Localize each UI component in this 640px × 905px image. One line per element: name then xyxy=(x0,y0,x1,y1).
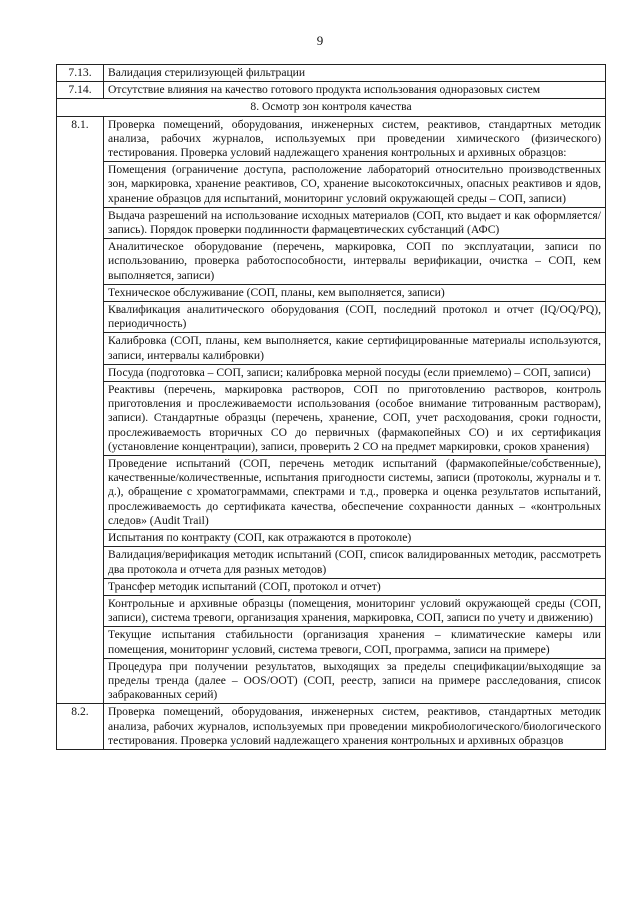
table-row xyxy=(57,239,606,285)
row-text: Трансфер методик испытаний (СОП, протокол и отчет) xyxy=(104,578,606,595)
row-text: Отсутствие влияния на качество готового продукта использования одноразовых систем xyxy=(104,82,606,99)
row-text: Техническое обслуживание (СОП, планы, кем выполняется, записи) xyxy=(104,284,606,301)
row-text: Проверка помещений, оборудования, инженерных систем, реактивов, стандартных методик анализа, рабочих журналов, используемых при проведении химического (физического) тестирования. Проверка условий надлежащего хранения контрольных и архивных образцов: xyxy=(104,116,606,162)
table-row xyxy=(57,284,606,301)
table-row xyxy=(57,382,606,456)
requirements-table xyxy=(56,64,606,750)
row-text: Аналитическое оборудование (перечень, маркировка, СОП по эксплуатации, записи по использованию, проверка работоспособности, интервалы верификации, очистка – СОП, кем выполняется, записи) xyxy=(104,239,606,285)
row-number: 7.13. xyxy=(57,65,104,82)
table-row xyxy=(57,627,606,658)
table-row xyxy=(57,207,606,238)
table-row xyxy=(57,302,606,333)
table-row xyxy=(57,530,606,547)
row-text: Процедура при получении результатов, выходящих за пределы спецификации/выходящие за пределы тренда (далее – OOS/OOT) (СОП, реестр, записи на примере расследования, список забракованных серий) xyxy=(104,658,606,704)
section-header-row xyxy=(57,99,606,116)
table-row xyxy=(57,82,606,99)
row-text: Валидация стерилизующей фильтрации xyxy=(104,65,606,82)
table-row xyxy=(57,456,606,530)
table-row xyxy=(57,578,606,595)
table-row xyxy=(57,547,606,578)
row-text: Посуда (подготовка – СОП, записи; калибровка мерной посуды (если приемлемо) – СОП, записи) xyxy=(104,364,606,381)
row-text: Проведение испытаний (СОП, перечень методик испытаний (фармакопейные/собственные), качественные/количественные, испытания пригодности системы, записи (протоколы, журналы и т. д.), обращение с хроматограммами, спектрами и т.д., проверка и оценка результатов испытаний, прослеживаемость до сертификата качества, обеспечение сохранности данных – «контрольных следов» (Audit Trail) xyxy=(104,456,606,530)
row-text: Испытания по контракту (СОП, как отражаются в протоколе) xyxy=(104,530,606,547)
table-row xyxy=(57,658,606,704)
page-number: 9 xyxy=(316,33,324,48)
row-text: Реактивы (перечень, маркировка растворов, СОП по приготовлению растворов, контроль приготовления и прослеживаемости использования (особое внимание титрованным растворам), записи). Стандартные образцы (перечень, хранение, СОП, учет расходования, сроки годности, прослеживаемость вторичных СО до первичных (фармакопейных СО) и их сертификация (установление концентрации), записи, проверить 2 СО на предмет маркировки, сроков хранения) xyxy=(104,382,606,456)
row-text: Квалификация аналитического оборудования (СОП, последний протокол и отчет (IQ/OQ/PQ), периодичность) xyxy=(104,302,606,333)
row-text: Проверка помещений, оборудования, инженерных систем, реактивов, стандартных методик анализа, рабочих журналов, используемых при проведении микробиологического/биологического тестирования. Проверка условий надлежащего хранения контрольных и архивных образцов xyxy=(104,704,606,750)
table-row xyxy=(57,704,606,750)
row-number: 7.14. xyxy=(57,82,104,99)
row-text: Валидация/верификация методик испытаний (СОП, список валидированных методик, рассмотреть два протокола и отчета для разных методов) xyxy=(104,547,606,578)
section-number: 8.1. xyxy=(57,116,104,704)
table-row xyxy=(57,116,606,162)
row-text: Калибровка (СОП, планы, кем выполняется, какие сертифицированные материалы используются, записи, интервалы калибровки) xyxy=(104,333,606,364)
row-text: Помещения (ограничение доступа, расположение лабораторий относительно производственных зон, маркировка, хранение реактивов, СО, хранение высокотоксичных, опасных реактивов и ядов, хранение образцов для испытаний, мониторинг условий окружающей среды – СОП, записи) xyxy=(104,162,606,208)
row-text: Выдача разрешений на использование исходных материалов (СОП, кто выдает и как оформляется/запись). Порядок проверки подлинности фармацевтических субстанций (АФС) xyxy=(104,207,606,238)
table-row xyxy=(57,333,606,364)
table-row xyxy=(57,162,606,208)
table-row xyxy=(57,364,606,381)
row-text: Контрольные и архивные образцы (помещения, мониторинг условий окружающей среды (СОП, записи), система тревоги, организация хранения, маркировка, СОП, записи по учету и движению) xyxy=(104,595,606,626)
row-text: Текущие испытания стабильности (организация хранения – климатические камеры или помещения, мониторинг условий, система тревоги, СОП, программа, записи на примере) xyxy=(104,627,606,658)
section-title: 8. Осмотр зон контроля качества xyxy=(57,99,606,116)
table-row xyxy=(57,595,606,626)
table-row xyxy=(57,65,606,82)
section-number: 8.2. xyxy=(57,704,104,750)
